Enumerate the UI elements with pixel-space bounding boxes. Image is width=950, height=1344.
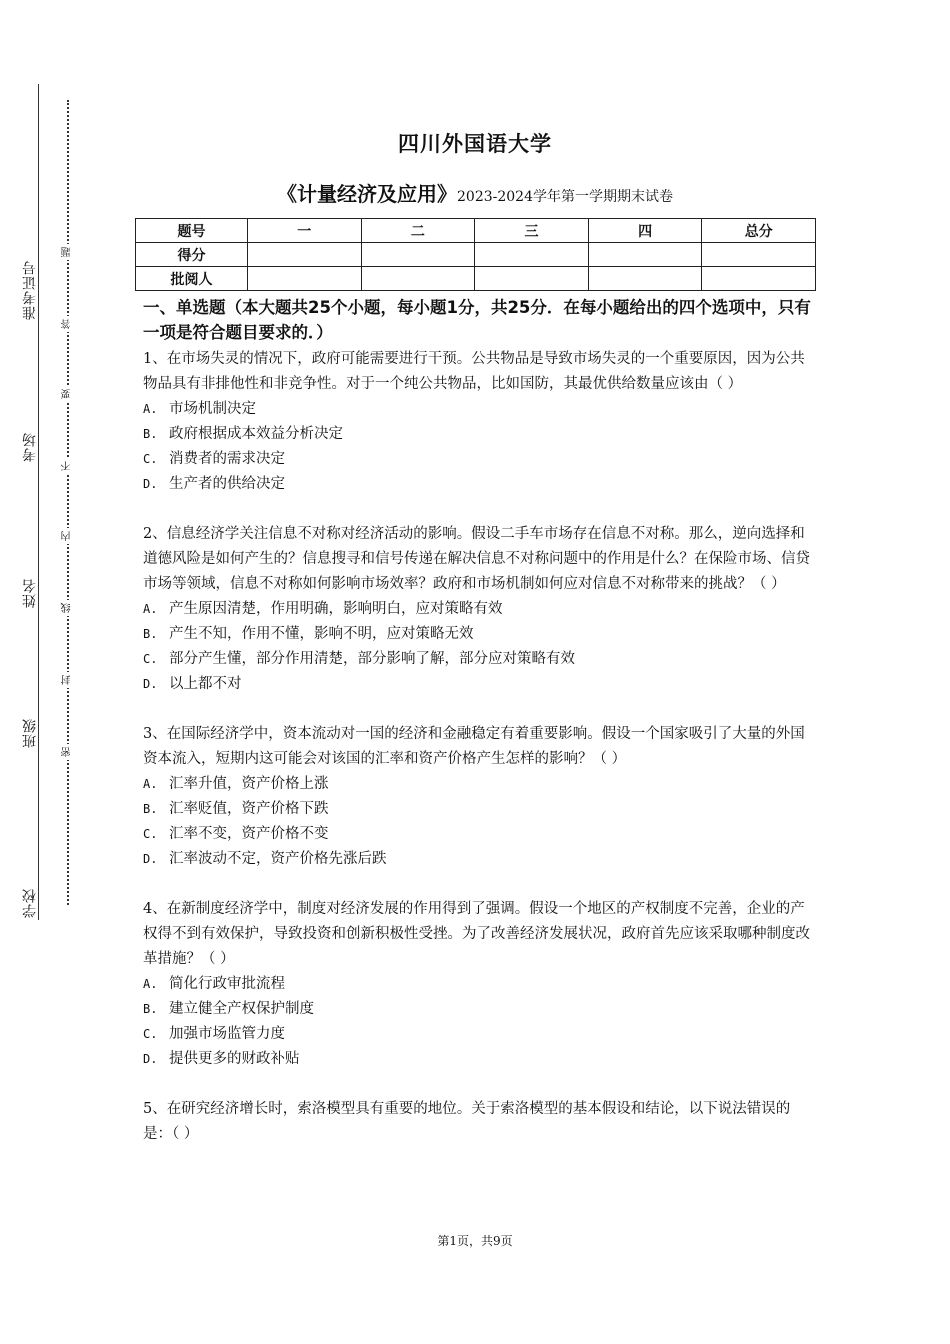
option-label: D. [143,852,158,866]
question-1 [143,347,811,497]
course-name: 《计量经济及应用》 [277,182,457,206]
option-label: B. [143,427,158,441]
option-label: A. [143,977,158,991]
margin-field-school: 学校 [22,888,38,918]
option-a [143,772,811,797]
seal-char: 不 [60,458,74,474]
option-text: 部分产生懂，部分作用清楚，部分影响了解，部分应对策略有效 [169,651,575,667]
option-label: C. [143,827,158,841]
option-b [143,997,811,1022]
score-cell [248,243,362,267]
option-text: 汇率波动不定，资产价格先涨后跌 [169,851,387,867]
margin-field-class: 班级 [22,718,38,748]
binding-margin-line [38,84,39,920]
option-text: 加强市场监管力度 [169,1026,285,1042]
option-d [143,472,811,497]
score-cell [702,243,816,267]
score-row-label: 批阅人 [136,267,248,291]
score-table [135,218,816,291]
option-a [143,597,811,622]
score-row-label: 得分 [136,243,248,267]
margin-field-exam-room: 考场 [22,432,38,462]
seal-char: 封 [60,672,74,688]
seal-char: 密 [60,744,74,760]
option-text: 简化行政审批流程 [169,976,285,992]
option-text: 汇率升值，资产价格上涨 [169,776,329,792]
score-table-header: 二 [361,219,475,243]
page-number: 第1页，共9页 [437,1234,513,1248]
university-title: 四川外国语大学 [398,132,552,156]
seal-dotted-line [67,100,69,905]
option-text: 以上都不对 [169,676,242,692]
option-label: B. [143,1002,158,1016]
score-table-header: 四 [588,219,702,243]
question-5 [143,1097,811,1147]
score-cell [702,267,816,291]
option-label: C. [143,452,158,466]
score-cell [248,267,362,291]
question-2 [143,522,811,697]
section-title: 一、单选题（本大题共25个小题，每小题1分，共25分．在每小题给出的四个选项中，只有一项是符合题目要求的．） [143,298,811,342]
option-label: C. [143,1027,158,1041]
score-table-header: 总分 [702,219,816,243]
question-4 [143,897,811,1072]
option-text: 提供更多的财政补贴 [169,1051,300,1067]
score-table-header: 题号 [136,219,248,243]
exam-title [0,178,950,207]
option-label: A. [143,602,158,616]
seal-char: 内 [60,528,74,544]
option-label: B. [143,802,158,816]
question-stem: 3、在国际经济学中，资本流动对一国的经济和金融稳定有着重要影响。假设一个国家吸引了大量的外国资本流入，短期内这可能会对该国的汇率和资产价格产生怎样的影响？（ ） [143,726,805,767]
option-label: B. [143,627,158,641]
option-label: D. [143,1052,158,1066]
option-text: 消费者的需求决定 [169,451,285,467]
option-text: 汇率贬值，资产价格下跌 [169,801,329,817]
option-text: 建立健全产权保护制度 [169,1001,314,1017]
seal-char: 答 [60,316,74,332]
question-stem: 1、在市场失灵的情况下，政府可能需要进行干预。公共物品是导致市场失灵的一个重要原因，因为公共物品具有非排他性和非竞争性。对于一个纯公共物品，比如国防，其最优供给数量应该由（ ） [143,351,805,392]
option-text: 政府根据成本效益分析决定 [169,426,343,442]
option-c [143,822,811,847]
score-cell [475,267,589,291]
option-b [143,622,811,647]
question-stem: 4、在新制度经济学中，制度对经济发展的作用得到了强调。假设一个地区的产权制度不完善，企业的产权得不到有效保护，导致投资和创新积极性受挫。为了改善经济发展状况，政府首先应该采取哪种制度改革措施？（ ） [143,901,810,967]
option-text: 市场机制决定 [169,401,256,417]
option-label: A. [143,402,158,416]
option-c [143,447,811,472]
score-cell [588,267,702,291]
option-label: D. [143,477,158,491]
option-b [143,797,811,822]
term-info: 2023-2024学年第一学期期末试卷 [457,189,673,205]
option-d [143,672,811,697]
seal-char: 线 [60,600,74,616]
score-cell [361,243,475,267]
option-label: D. [143,677,158,691]
question-stem: 5、在研究经济增长时，索洛模型具有重要的地位。关于索洛模型的基本假设和结论，以下说法错误的是：（ ） [143,1101,791,1142]
question-stem: 2、信息经济学关注信息不对称对经济活动的影响。假设二手车市场存在信息不对称。那么，逆向选择和道德风险是如何产生的？信息搜寻和信号传递在解决信息不对称问题中的作用是什么？在保险市场、信贷市场等领域，信息不对称如何影响市场效率？政府和市场机制如何应对信息不对称带来的挑战？（ ） [143,526,810,592]
score-cell [588,243,702,267]
option-label: C. [143,652,158,666]
seal-char: 题 [60,244,74,260]
option-d [143,847,811,872]
option-label: A. [143,777,158,791]
option-b [143,422,811,447]
seal-char: 要 [60,386,74,402]
option-a [143,972,811,997]
score-cell [361,267,475,291]
score-table-row [136,243,816,267]
score-cell [475,243,589,267]
score-table-header: 一 [248,219,362,243]
question-3 [143,722,811,872]
option-c [143,1022,811,1047]
option-text: 产生不知，作用不懂，影响不明，应对策略无效 [169,626,474,642]
option-a [143,397,811,422]
score-table-header: 三 [475,219,589,243]
score-table-header-row [136,219,816,243]
option-text: 汇率不变，资产价格不变 [169,826,329,842]
option-c [143,647,811,672]
option-text: 生产者的供给决定 [169,476,285,492]
exam-content [143,295,811,1172]
option-d [143,1047,811,1072]
margin-field-name: 姓名 [22,578,38,608]
option-text: 产生原因清楚，作用明确，影响明白，应对策略有效 [169,601,503,617]
score-table-row [136,267,816,291]
margin-field-ticket-number: 准考证号 [22,260,38,320]
